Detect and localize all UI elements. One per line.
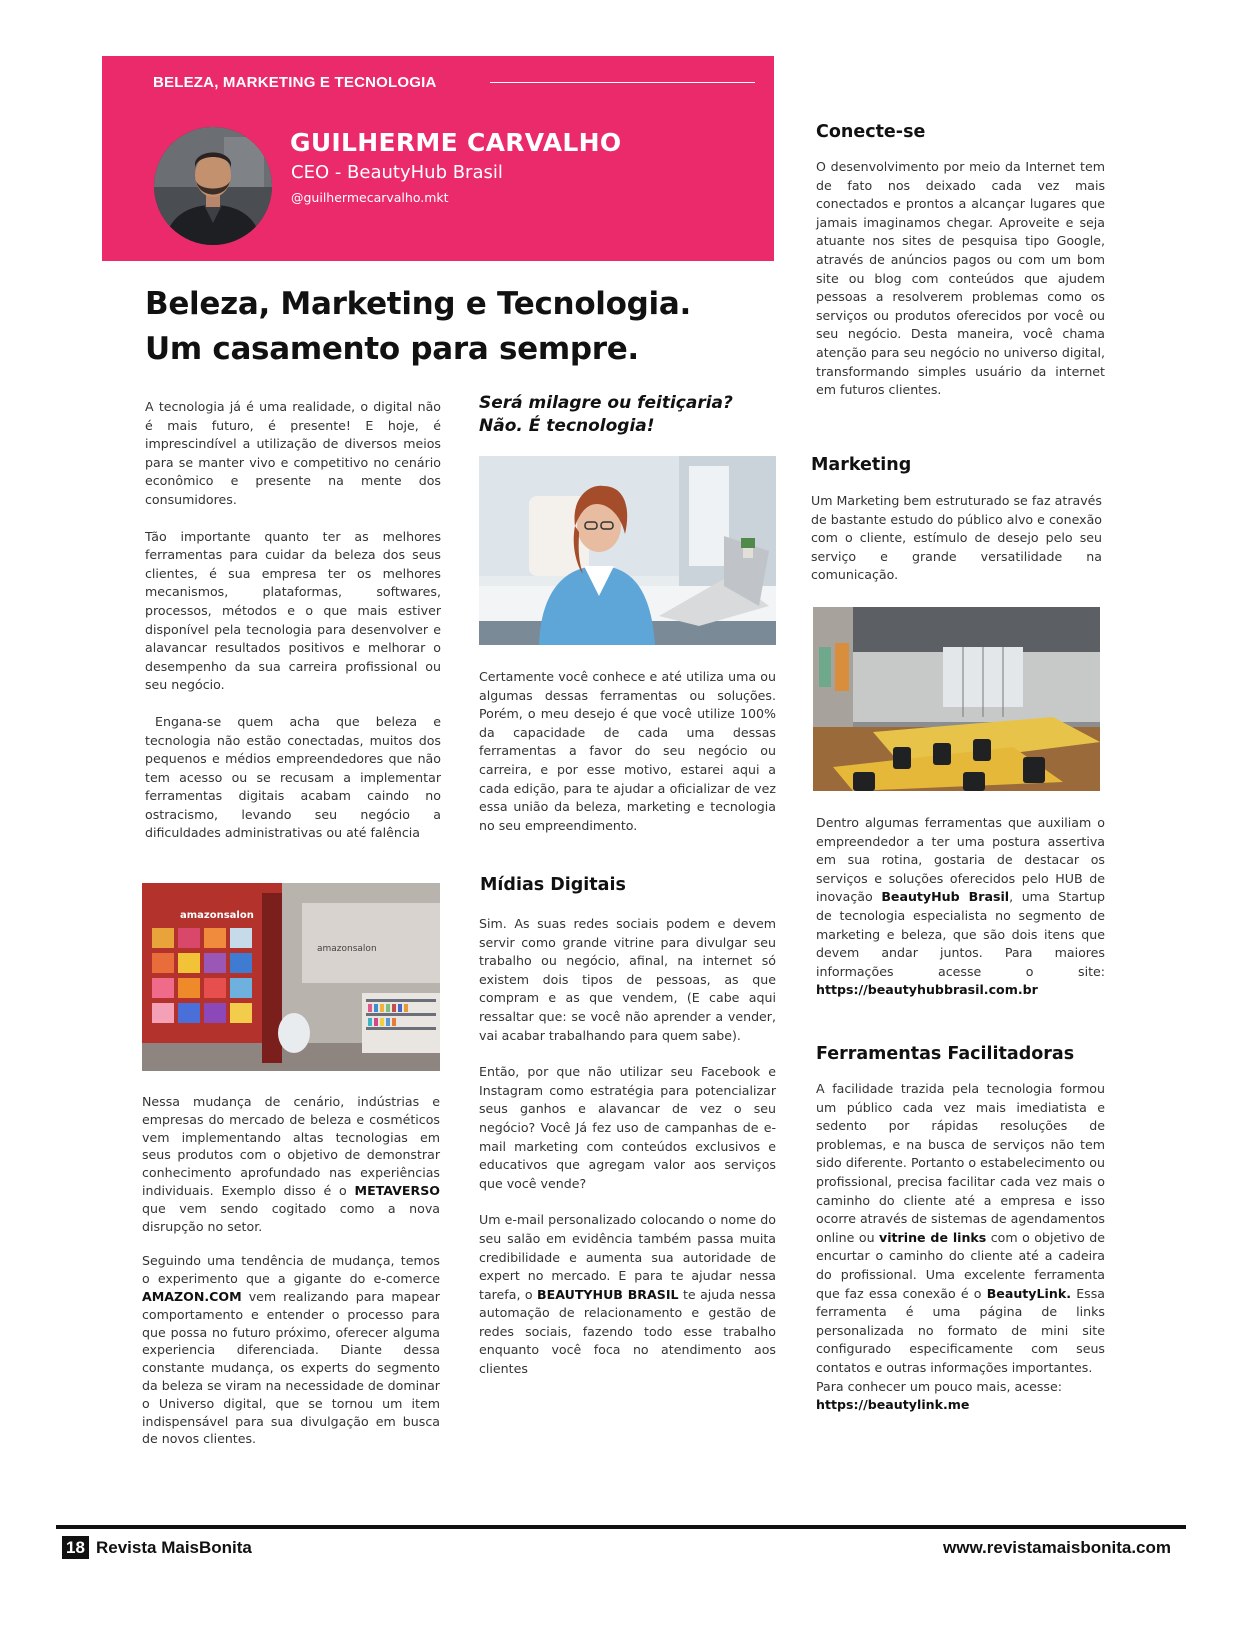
col1-p4-text: Nessa mudança de cenário, indústrias e empresas do mercado de beleza e cosméticos vem implementando altas tecnologias em seus produtos com o objetivo de demonstrar conhecimento aprofundado nas experiências individuais. Exemplo disso é o — [142, 1094, 440, 1198]
amazon-salon-sign-wall: amazonsalon — [317, 944, 377, 954]
col3-paragraph-1: O desenvolvimento por meio da Internet tem de fato nos deixado cada vez mais conectados e prontos a alcançar lugares que jamais imaginamos chegar. Aproveite e seja atuante nos sites de pesquisa tipo Google, através de anúncios pagos ou com um bom site ou blog com conteúdos que ajudem pessoas a resolverem problemas como os serviços ou produtos oferecidos por você ou seu negócio. Desta maneira, você chama atenção para seu negócio no universo digital, transformando simples usuário da internet em futuros clientes. — [816, 159, 1105, 398]
woman-laptop-photo — [479, 456, 776, 645]
article-title — [145, 282, 745, 372]
col1-p4-text-end: que vem sendo cogitado como a nova disrupção no setor. — [142, 1200, 440, 1234]
col2-p4-text: Um e-mail personalizado colocando o nome do seu salão em evidência também passa muita credibilidade e aumenta sua autoridade de expert no mercado. E para te ajudar nessa tarefa, o — [479, 1212, 776, 1302]
col1-intro — [145, 398, 441, 843]
col2-paragraph-1: Certamente você conhece e até utiliza uma ou algumas dessas ferramentas ou soluções. Porém, o meu desejo é que você utilize 100% da capacidade de cada uma dessas ferramentas a favor do seu negócio ou carreira, e por esse motivo, estarei aqui a cada edição, para te ajudar a oficializar de vez essa união da beleza, marketing e tecnologia no seu empreendimento. — [479, 669, 776, 833]
col1-p5-text-end: vem realizando para mapear comportamento e entender o processo para que possa no futuro próximo, oferecer alguma experiencia diferenciada. Diante dessa constante mudança, os experts do segmento da beleza se viram na necessidade de dominar o Universo digital, que se tornou um item indispensável para sua divulgação em busca de novos clientes. — [142, 1288, 440, 1447]
metaverso-highlight: METAVERSO — [354, 1182, 440, 1198]
col2-paragraph-4 — [479, 1211, 776, 1378]
subheading-milagre-line-1: Será milagre ou feitiçaria? — [479, 393, 733, 413]
amazon-salon-photo — [142, 883, 440, 1071]
col1-paragraph-1: A tecnologia já é uma realidade, o digital não é mais futuro, é presente! E hoje, é imprescindível a utilização de diversos meios para se manter vivo e competitivo no cenário econômico e presente na mente dos consumidores. — [145, 399, 441, 507]
col1-paragraph-5 — [142, 1252, 440, 1448]
subheading-midias-digitais: Mídias Digitais — [480, 875, 626, 895]
col1-p5-text: Seguindo uma tendência de mudança, temos o experimento que a gigante do e-comerce — [142, 1253, 440, 1287]
vitrine-highlight: vitrine de links — [879, 1229, 987, 1245]
col3-beautyhub-body — [816, 814, 1105, 1000]
col2-lower — [479, 915, 776, 1379]
col2-p4-text-end: te ajuda nessa automação de relacionamento e gestão de redes sociais, fazendo todo esse trabalho enquanto você foca no atendimento aos clientes — [479, 1286, 776, 1377]
col3-p3-text-mid: , uma Startup de tecnologia especialista no segmento de marketing e beleza, que são dois itens que devem andar juntos. Para maiores informações acesse o site: — [816, 889, 1105, 979]
col1-paragraph-4 — [142, 1093, 440, 1235]
beautylink-brand: BeautyLink. — [986, 1285, 1071, 1301]
col1-paragraph-2: Tão importante quanto ter as melhores ferramentas para cuidar da beleza dos seus clientes, é sua empresa ter os melhores mecanismos, plataformas, softwares, processos, métodos e o que mais estiver disponível pela tecnologia para desenvolver e alavancar resultados positivos e melhorar o desempenho da sua carreira profissional ou seu negócio. — [145, 528, 441, 693]
author-photo — [154, 127, 272, 245]
col3-paragraph-2: Um Marketing bem estruturado se faz através de bastante estudo do público alvo e conexão com o cliente, estímulo de desejo pelo seu serviço e grande versatilidade na comunicação. — [811, 493, 1102, 583]
beautyhub-link[interactable]: https://beautyhubbrasil.com.br — [816, 982, 1038, 998]
author-name: GUILHERME CARVALHO — [290, 128, 622, 157]
subheading-conecte-se: Conecte-se — [816, 122, 926, 142]
col2-paragraph-3: Então, por que não utilizar seu Facebook e Instagram como estratégia para potencializar seus ganhos e alavancar de vez o seu negócio? Você Já fez uso de campanhas de e-mail marketing com conteúdos exclusivos e educativos que agregam valor aos serviços que você vende? — [479, 1064, 776, 1191]
col3-p4-text-end: Essa ferramenta é uma página de links personalizada no formato de mini site configurado especificamente com seus contatos e outras informações importantes. — [816, 1285, 1105, 1375]
beautyhub-brand: BeautyHub Brasil — [881, 889, 1010, 905]
col2-paragraph-2: Sim. As suas redes sociais podem e devem servir como grande vitrine para divulgar seu trabalho ou negócio, afinal, na internet só existem dois tipos de pessoas, as que compram e as que vendem, (E cabe aqui ressaltar que: se você não aprender a vender, vai acabar trabalhando para quem sabe). — [479, 916, 776, 1043]
amazon-salon-sign: amazonsalon — [180, 910, 254, 921]
col3-paragraph-4 — [816, 1080, 1105, 1378]
col3-conecte-body — [816, 158, 1105, 400]
col3-paragraph-5: Para conhecer um pouco mais, acesse: — [816, 1378, 1062, 1394]
col3-p3-text: Dentro algumas ferramentas que auxiliam o empreendedor a ter uma postura assertiva em sua rotina, gostaria de destacar os serviços e soluções oferecidos pelo HUB de inovação — [816, 815, 1105, 905]
col2-body — [479, 668, 776, 835]
magazine-name: Revista MaisBonita — [96, 1538, 252, 1557]
title-line-2: Um casamento para sempre. — [145, 331, 639, 367]
beautyhub-highlight: BEAUTYHUB BRASIL — [537, 1286, 679, 1302]
subheading-milagre — [479, 392, 733, 438]
col3-p4-text-mid: com o objetivo de encurtar o caminho do cliente até a cadeira do profissional. Uma excelente ferramenta que faz essa conexão é o — [816, 1229, 1105, 1301]
office-photo — [813, 607, 1100, 791]
subheading-milagre-line-2: Não. É tecnologia! — [479, 416, 655, 436]
col3-paragraph-5-link-line — [816, 1396, 1105, 1415]
title-line-1: Beleza, Marketing e Tecnologia. — [145, 286, 691, 322]
col3-marketing-body — [811, 492, 1102, 585]
col1-lower — [142, 1093, 440, 1448]
subheading-ferramentas: Ferramentas Facilitadoras — [816, 1044, 1075, 1064]
footer-rule — [56, 1525, 1186, 1529]
tag-divider — [490, 82, 755, 83]
col3-paragraph-3 — [816, 814, 1105, 1000]
amazon-highlight: AMAZON.COM — [142, 1288, 242, 1304]
section-tag: BELEZA, MARKETING E TECNOLOGIA — [153, 74, 437, 91]
author-role: CEO - BeautyHub Brasil — [291, 162, 503, 183]
col1-paragraph-3: Engana-se quem acha que beleza e tecnologia não estão conectadas, muitos dos pequenos e médios empreendedores que não tem acesso ou se recusam a implementar ferramentas digitais acabam caindo no ostracismo, levando seu negócio a dificuldades administrativas ou até falência — [145, 713, 441, 841]
author-handle: @guilhermecarvalho.mkt — [291, 190, 449, 205]
subheading-marketing: Marketing — [811, 455, 912, 475]
beautylink-link[interactable]: https://beautylink.me — [816, 1397, 970, 1413]
page-number: 18 — [62, 1536, 89, 1559]
col3-p4-text: A facilidade trazida pela tecnologia formou um público cada vez mais imediatista e sedento por rápidas resoluções de problemas, e na busca de serviços não tem sido diferente. Portanto o estabelecimento ou profissional, precisa facilitar cada vez mais o caminho do cliente até a empresa e isso ocorre através de sistemas de agendamentos online ou — [816, 1081, 1105, 1245]
col3-ferramentas-body — [816, 1080, 1105, 1415]
website-url[interactable]: www.revistamaisbonita.com — [943, 1538, 1171, 1557]
